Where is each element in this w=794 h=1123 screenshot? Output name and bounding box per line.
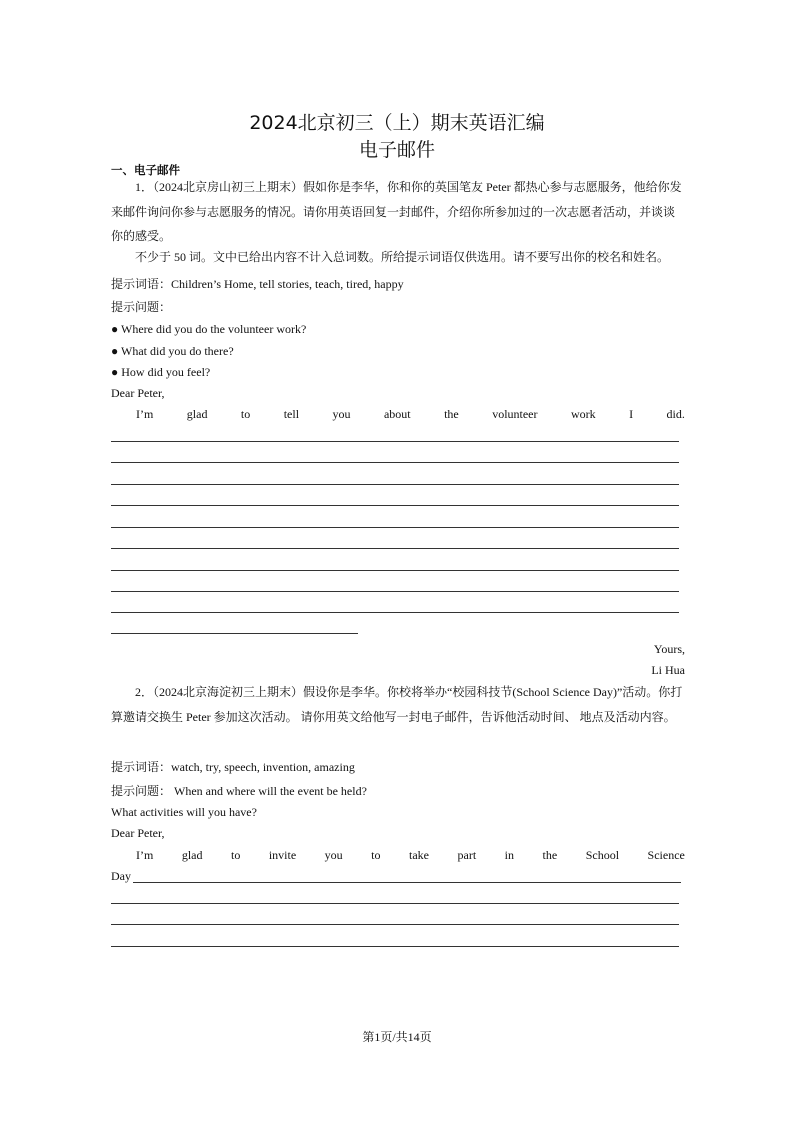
page-number: 第1页/共14页 xyxy=(362,1030,432,1044)
q1-requirement-text: 不少于 50 词。文中已给出内容不计入总词数。所给提示词语仅供选用。请不要写出你的校名和姓名。 xyxy=(135,250,670,264)
q2-opening-line xyxy=(136,848,685,863)
q1-prompt-text: 1．（2024北京房山初三上期末）假如你是李华，你和你的英国笔友 Peter 都热心参与志愿服务，他给你发来邮件询问你参与志愿服务的情况。请你用英语回复一封邮件，介绍你所参加过的一次志愿者活动，并谈谈你的感受。 xyxy=(111,180,682,243)
q1-question-2: ● What did you do there? xyxy=(111,344,234,358)
q2-question: What activities will you have? xyxy=(111,805,257,819)
word: invite xyxy=(268,848,297,862)
q1-question-3: ● How did you feel? xyxy=(111,365,211,379)
answer-line[interactable] xyxy=(111,484,679,485)
answer-line[interactable] xyxy=(111,903,679,904)
q2-continuation: Day xyxy=(111,869,131,883)
page-title: 2024北京初三（上）期末英语汇编 xyxy=(249,112,545,134)
word: the xyxy=(542,848,558,862)
answer-line[interactable] xyxy=(111,441,679,442)
word: tell xyxy=(283,407,300,421)
q1-requirement xyxy=(111,245,685,270)
word: you xyxy=(332,407,351,421)
answer-line[interactable] xyxy=(111,924,679,925)
word: volunteer xyxy=(492,407,538,421)
word: glad xyxy=(186,407,208,421)
q1-hint-words: 提示词语：Children’s Home, tell stories, teach, tired, happy xyxy=(111,277,404,291)
q2-greeting: Dear Peter, xyxy=(111,826,165,840)
section-heading: 一、电子邮件 xyxy=(111,163,180,177)
answer-line-short[interactable] xyxy=(111,633,358,634)
q1-prompt xyxy=(111,175,685,249)
word: I xyxy=(629,407,634,421)
word: to xyxy=(231,848,241,862)
word: in xyxy=(504,848,515,862)
answer-line[interactable] xyxy=(111,946,679,947)
answer-line[interactable] xyxy=(111,505,679,506)
word: about xyxy=(383,407,411,421)
word: glad xyxy=(181,848,203,862)
word: School xyxy=(585,848,620,862)
page-subtitle: 电子邮件 xyxy=(358,139,435,161)
answer-line[interactable] xyxy=(111,591,679,592)
word: Science xyxy=(647,848,685,862)
q1-hint-questions-label: 提示问题： xyxy=(111,300,172,314)
answer-line[interactable] xyxy=(111,570,679,571)
word: to xyxy=(371,848,381,862)
answer-line[interactable] xyxy=(111,612,679,613)
q2-prompt-text: 2．（2024北京海淀初三上期末）假设你是李华。你校将举办“校园科技节(School Science Day)”活动。你打算邀请交换生 Peter 参加这次活动。 请你用英文给他写一封电子邮件，告诉他活动时间、 地点及活动内容。 xyxy=(111,685,683,724)
word: did. xyxy=(666,407,685,421)
q1-opening-line xyxy=(136,407,685,422)
answer-line[interactable] xyxy=(111,548,679,549)
answer-line[interactable] xyxy=(133,882,681,883)
answer-line[interactable] xyxy=(111,462,679,463)
word: part xyxy=(457,848,477,862)
word: to xyxy=(240,407,251,421)
word: you xyxy=(324,848,343,862)
q1-greeting: Dear Peter, xyxy=(111,386,165,400)
word: the xyxy=(444,407,459,421)
word: take xyxy=(409,848,430,862)
q1-closing: Yours, xyxy=(653,642,685,656)
q2-prompt xyxy=(111,680,685,729)
answer-line[interactable] xyxy=(111,527,679,528)
word: I’m xyxy=(136,848,154,862)
q1-question-1: ● Where did you do the volunteer work? xyxy=(111,322,307,336)
word: work xyxy=(570,407,596,421)
q2-hint-questions: 提示问题： When and where will the event be held? xyxy=(111,784,367,798)
q1-signature: Li Hua xyxy=(651,663,685,677)
q2-hint-words: 提示词语：watch, try, speech, invention, amazing xyxy=(111,760,355,774)
word: I’m xyxy=(136,407,154,421)
